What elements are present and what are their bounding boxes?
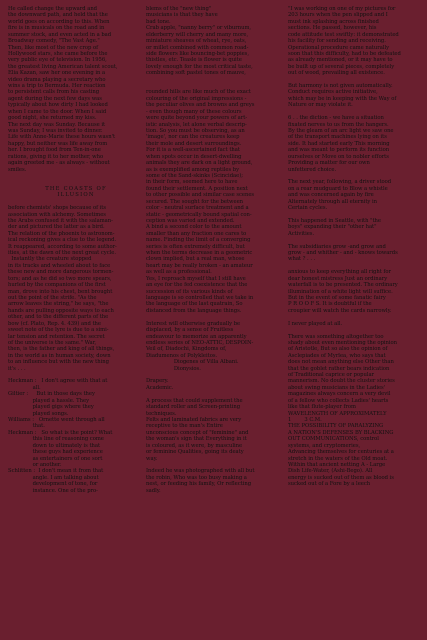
text-line: side. It had started early This morning bbox=[288, 140, 390, 147]
text-line: an eye for the fed coexistence that the bbox=[146, 282, 248, 289]
text-line: way. bbox=[146, 455, 158, 462]
text-line: name. Finding the limit of a converging bbox=[146, 237, 251, 244]
text-column-right bbox=[288, 6, 424, 488]
text-line: her. I brought food from Ten-in-one bbox=[8, 147, 101, 154]
text-line: in its tracks and wheeled about to face bbox=[8, 262, 111, 269]
text-line: in the world as in human society, down bbox=[8, 352, 111, 359]
text-line: of the transport machines lying on its bbox=[288, 134, 387, 141]
text-line: systems, and cryptomeries, bbox=[288, 442, 361, 449]
text-line: Veil of, Diadochi, Kingdoms of, bbox=[146, 346, 227, 353]
text-line: Williams : Ornette went through all bbox=[8, 417, 105, 423]
text-line: anxious to keep everything all right for bbox=[288, 269, 391, 276]
text-line: sucked out of a Fore by a leech bbox=[288, 481, 371, 488]
text-column-middle bbox=[146, 6, 288, 494]
text-line: Hollywood stars, she came before the bbox=[8, 50, 108, 57]
text-line: to persistent calls from his casting bbox=[8, 89, 100, 96]
text-line: waterfall is to be presented. The ordinary bbox=[288, 282, 398, 289]
text-line: Dish Life-Water, (Ashi-Bego). All bbox=[288, 468, 373, 475]
text-line: distanced from the language things. bbox=[146, 307, 242, 314]
text-line: Schlitten : I don't mean it from that bbox=[8, 468, 104, 475]
text-line: magazines always concern a very devil bbox=[288, 391, 391, 398]
text-line: unconscious concept of "feminine" and bbox=[146, 429, 249, 436]
text-line: P R O O F S. It is doubtful if the bbox=[288, 301, 372, 308]
text-line: like that flute-player from bbox=[288, 404, 356, 411]
text-line: very public eye of television. In 1956, bbox=[8, 57, 107, 64]
text-line: association with alchemy. Sometimes bbox=[8, 211, 106, 218]
text-line: played gigs where they bbox=[8, 404, 94, 411]
text-line: By the gleam of an arc light we saw one bbox=[288, 128, 394, 135]
text-line: of Aristotle, But so also the opinion of bbox=[288, 346, 388, 353]
text-line: the downward path, and held that the bbox=[8, 12, 108, 19]
text-line: A NATION'S DEFENSES BY BLACKING bbox=[288, 429, 394, 436]
text-line: typically about how dirty I had looked bbox=[8, 102, 108, 109]
text-line: soon that this difficulty, had to be defeated bbox=[288, 50, 401, 57]
text-line: displaced, by a sense of Fruitless bbox=[146, 327, 234, 334]
text-line: agent during the next few days was bbox=[8, 95, 102, 102]
text-line: as already mentioned, or it may have to bbox=[288, 57, 393, 64]
text-line: good night, she returned my kiss. bbox=[8, 115, 97, 122]
text-line: which may be in keeping with the Way of bbox=[288, 95, 397, 102]
text-line: as is exemplified among reptiles by bbox=[146, 166, 240, 173]
text-line: video drama playing a secretary who bbox=[8, 76, 106, 83]
text-line: This happened in Seattle, with "the bbox=[288, 217, 381, 224]
text-line: of Traditional caprice or popular bbox=[288, 372, 375, 379]
text-line: blems of the "new thing" bbox=[146, 6, 212, 12]
text-line: ILLUSION bbox=[57, 192, 95, 199]
text-line: der and pictured the latter as a bird. bbox=[8, 224, 105, 231]
text-line: Heckman : I don't agree with that at bbox=[8, 378, 108, 385]
text-line: Conduct requires active initiative, bbox=[288, 89, 378, 96]
text-line: their mole and desert surroundings. bbox=[146, 140, 242, 147]
text-line: Nature or may violate it. bbox=[288, 102, 353, 109]
text-line: Crab apple, "nanny berry" or viburnum, bbox=[146, 25, 252, 32]
text-line: and was meant to perform its function bbox=[288, 147, 390, 154]
text-line: all. bbox=[8, 384, 41, 391]
text-line: sadly. bbox=[146, 487, 161, 494]
text-line: or another. bbox=[8, 461, 62, 468]
text-line: and was concerned again by fire bbox=[288, 192, 374, 199]
text-line: illumination of a white light will suffice. bbox=[288, 288, 393, 295]
text-line: Heckman : So what is the point? What bbox=[8, 429, 113, 436]
text-line: heart may be really broken - an amateur bbox=[146, 262, 253, 269]
text-line: succession of its various kinds of bbox=[146, 288, 233, 295]
text-line: nest, or feeding his family, Or reflecting bbox=[146, 481, 252, 488]
text-line: was Sunday, I was invited to dinner. bbox=[8, 128, 103, 135]
text-line: OUT COMMUNICATIONS, control bbox=[288, 436, 379, 443]
text-line: as entertainers of one sort bbox=[8, 455, 103, 462]
text-line: down to ultimately is that bbox=[8, 442, 101, 449]
text-line: Diadumenos of Polykleitos. bbox=[146, 352, 218, 359]
text-line: must ink splashing across finished bbox=[288, 18, 379, 25]
text-line: other, and to the different parts of the bbox=[8, 314, 109, 321]
text-line: angle. I am talking about bbox=[8, 474, 99, 481]
text-line: Elia Kazan, saw her one evening in a bbox=[8, 70, 106, 77]
text-line: stretch in the waters of the Old moat. bbox=[288, 455, 388, 462]
text-line: It reappeared, according to some author- bbox=[8, 243, 117, 250]
text-line: sweet note of the lyre is due to a simi- bbox=[8, 327, 109, 334]
text-line: language is so controlled that we take in bbox=[146, 294, 254, 301]
text-line: world goes on according to this. When bbox=[8, 18, 110, 25]
text-line: rounded hills are like much of the exact bbox=[146, 89, 251, 96]
text-line: Operational procedure came naturally bbox=[288, 44, 390, 51]
text-line: when the terms decrease in a geometric bbox=[146, 250, 253, 257]
text-line: I never played at all. bbox=[288, 320, 343, 327]
text-line: again greeted me - as always - without bbox=[8, 160, 110, 167]
text-line: then, is the father and king of all things, bbox=[8, 346, 115, 353]
text-line: Asclepiades of Myrlea, who says that bbox=[288, 352, 386, 359]
text-line: Advancing themselves for centuries at a bbox=[288, 449, 394, 456]
text-line: miniature sheaves of wheat, rye, oats, bbox=[146, 38, 247, 45]
text-line: Indeed he was photographed with all but bbox=[146, 468, 255, 475]
text-line: ities, at the dawn of the next great cycle. bbox=[8, 250, 116, 257]
text-line: clown implied, but a real man, whose bbox=[146, 256, 245, 263]
text-line: "I was working on one of my pictures for bbox=[288, 6, 396, 12]
text-line: man, drove into his chest, bent brought bbox=[8, 288, 113, 295]
text-line: musicians is that they have bbox=[146, 12, 218, 19]
text-line: as well as a professional. bbox=[146, 269, 212, 276]
text-line: elderberry will cherry and many more, bbox=[146, 31, 249, 38]
text-line: There was something altogether too bbox=[288, 333, 384, 340]
text-line: does not mean anything else Other than bbox=[288, 359, 394, 366]
text-line: tion. So you must be observing, as an bbox=[146, 128, 245, 135]
text-line: out the point of the strife. "As the bbox=[8, 294, 97, 301]
text-line: standard roller and Screen-printing bbox=[146, 404, 241, 411]
text-column-left bbox=[8, 6, 144, 494]
text-line: side flowers like bouncing-bet poppies, bbox=[146, 50, 249, 57]
text-line: Yes, I reproach myself that I still have bbox=[146, 275, 246, 282]
text-line: ception was varied and extended. bbox=[146, 217, 235, 224]
text-line: Dionysios. bbox=[146, 365, 201, 372]
text-line: ourselves or Move on to nobler efforts bbox=[288, 153, 389, 160]
text-line: istic analysis, let alone verbal descrip- bbox=[146, 121, 247, 128]
text-line: some of the Sand-skinks (Scincidae); bbox=[146, 172, 243, 179]
text-line: 'image', nor can the creatures keep bbox=[146, 134, 240, 141]
text-line: on a rear mudguard to Blow a whistle bbox=[288, 185, 388, 192]
text-line: sections. He passed, however, his bbox=[288, 25, 377, 32]
text-line: lovely enough for the most critical taste, bbox=[146, 63, 253, 70]
text-line: Providing a matter for our own bbox=[288, 160, 370, 167]
text-line: Activities. bbox=[288, 230, 315, 237]
text-line: THE POSSIBILITY OF PARALYZING bbox=[288, 423, 384, 430]
text-line: the Arabs confused it with the salaman- bbox=[8, 217, 113, 224]
text-line: played songs. bbox=[8, 410, 69, 417]
text-line: of the universe is the same." War, bbox=[8, 339, 97, 346]
text-line: The next day was Sunday. Because it bbox=[8, 121, 106, 128]
text-line: the greatest living American talent scout, bbox=[8, 63, 118, 70]
text-line: ical reckoning gives a clue to the legend. bbox=[8, 237, 117, 244]
text-line: lar tension and retention. The secret bbox=[8, 333, 105, 340]
text-line: A process that could supplement the bbox=[146, 397, 243, 404]
text-line: smaller than any fraction one cares to bbox=[146, 230, 247, 237]
text-line: grow - and whither - and - knows towards bbox=[288, 250, 398, 257]
text-line: techniques. bbox=[146, 410, 177, 417]
text-line: out of wood, prevailing all existence. bbox=[288, 70, 385, 77]
text-line: boys" expanding their "other hat" bbox=[288, 224, 377, 231]
text-line: what ? . . . bbox=[288, 256, 316, 263]
text-line: that. bbox=[8, 423, 45, 430]
text-line: be built up of several pieces, completely bbox=[288, 63, 395, 70]
text-line: were quite beyond your powers of art- bbox=[146, 115, 248, 122]
text-line: his facility for sending and receiving. bbox=[288, 38, 386, 45]
text-line: shady about even mentioning the opinion bbox=[288, 339, 398, 346]
text-line: summer stock, and even acted in a bad bbox=[8, 31, 112, 38]
text-line: the language of the last quatrain, So bbox=[146, 301, 243, 308]
text-line: Felts and laminated fabrics are very bbox=[146, 417, 242, 423]
text-line: to other possible and similar case scenes bbox=[146, 192, 255, 199]
text-line: mannerism. No doubt the cluster stories bbox=[288, 378, 395, 385]
text-line: when spots occur in desert-dwelling bbox=[146, 153, 242, 160]
text-line: these guys had experience bbox=[8, 449, 103, 456]
text-line: to an influence but with the new thing bbox=[8, 359, 109, 366]
text-line: before chemists' shops because of its bbox=[8, 205, 107, 212]
text-line: 1 3 C.M. bbox=[288, 417, 322, 423]
text-line: endeavour to memorize an apparently bbox=[146, 333, 247, 340]
text-line: But in the event of some fanatic fairy bbox=[288, 294, 386, 301]
text-line: Alternately through all eternity in bbox=[288, 198, 377, 205]
text-line: color - neutral surface treatment and a bbox=[146, 205, 249, 212]
text-line: - even though many of these colours bbox=[146, 108, 242, 115]
text-line: secured. The sought for the between bbox=[146, 198, 244, 205]
text-line: found their settlement. A position next bbox=[146, 185, 248, 192]
text-line: WAVELENGTH OF APPROXIMATELY bbox=[288, 410, 387, 417]
text-line: that the goblet rather bears indication bbox=[288, 365, 390, 372]
text-line: the peculiar olives and browns and greys bbox=[146, 102, 255, 109]
text-line: Life with Anne-Marie these hours wasn't bbox=[8, 134, 116, 141]
text-line: But harmony is not given automatically. bbox=[288, 83, 393, 90]
text-line: or millet combined with common road- bbox=[146, 44, 249, 51]
text-line: For it is a well-ascertained fact that bbox=[146, 147, 240, 154]
text-line: THE COASTS OF bbox=[45, 185, 107, 192]
text-line: the woman's sign that Everything in it bbox=[146, 436, 247, 443]
text-line: about swing musicians in the Ladies' bbox=[288, 384, 386, 391]
text-line: it's . . . bbox=[8, 365, 26, 372]
text-line: Drapery. bbox=[146, 378, 169, 385]
text-line: unfettered choice. bbox=[288, 166, 337, 173]
text-line: colouring of the original impressions - bbox=[146, 95, 247, 102]
text-line: 6 . . the diction - we have a situation bbox=[288, 115, 384, 122]
text-line: Giltier : But in those days they bbox=[8, 391, 95, 398]
text-line: dear honest mistress Just an ordinary bbox=[288, 275, 388, 282]
text-line: energy is sucked out of them as blood is bbox=[288, 474, 394, 481]
text-line: thistles, etc. Teasle is flower is quite bbox=[146, 57, 242, 64]
text-line: Then, like most of the new crop of bbox=[8, 44, 99, 51]
text-line: croupier will watch the cards narrowly. bbox=[288, 307, 392, 314]
text-line: Certain cycles. bbox=[288, 205, 328, 212]
text-line: series is often extremely difficult, but bbox=[146, 243, 245, 250]
text-line: endless series of NEO-ATTIC, DESPOIN- bbox=[146, 339, 254, 346]
text-line: played a hassle. They bbox=[8, 397, 90, 404]
text-line: development of tone, for bbox=[8, 481, 98, 488]
text-line: or feminine Qualities, going its deaty bbox=[146, 449, 244, 456]
text-line: when I came to the door. When I said bbox=[8, 108, 107, 115]
text-line: combining soft pastel tones of mauve, bbox=[146, 70, 246, 77]
text-line: Instantly the creature stopped bbox=[8, 256, 92, 263]
text-line: arrow leaves the string," he says, "the bbox=[8, 301, 109, 308]
text-line: happy, but neither was life away from bbox=[8, 140, 108, 147]
text-line: the robin, Who was too busy making a bbox=[146, 474, 247, 481]
text-line: of a fellow who collects Ladies' hearts bbox=[288, 397, 389, 404]
text-line: A bind a second color to the amount bbox=[146, 224, 242, 231]
text-line: these new and more dangerous tormen- bbox=[8, 269, 114, 276]
text-line: Academic. bbox=[146, 384, 174, 391]
text-line: code attitude test swiftly: it demonstrated bbox=[288, 31, 399, 38]
text-line: this line of reasoning come bbox=[8, 436, 104, 443]
text-line: is coloured, as it were, by masculine bbox=[146, 442, 243, 449]
text-line: fire is in musicals on the road and in bbox=[8, 25, 105, 32]
text-line: fixated nerves to us from the hangers. bbox=[288, 121, 389, 128]
text-line: bad tone. bbox=[146, 18, 171, 25]
text-line: instance. One of the pro- bbox=[8, 487, 98, 494]
text-line: The relation of the phoenix to astronom- bbox=[8, 230, 115, 237]
text-line: Broadway comedy, "The Vast Age." bbox=[8, 38, 100, 45]
text-line: hands are pulling opposite ways to each bbox=[8, 307, 114, 314]
text-line: in their form, seemed here to have bbox=[146, 179, 238, 186]
text-line: The subsidiaries grow -and grow and bbox=[288, 243, 386, 250]
text-line: He called change the upward and bbox=[8, 6, 98, 12]
text-line: tors; and as he did so two more spears, bbox=[8, 275, 112, 282]
text-line: Diogenes of Villa Albani. bbox=[146, 359, 239, 366]
text-line: static - geometrically bound spatial con- bbox=[146, 211, 252, 218]
text-line: receptive to the man's Entire bbox=[146, 423, 223, 430]
text-line: The next year, following, a driver stood bbox=[288, 179, 392, 186]
text-line: 203 hours when the pen slipped and I bbox=[288, 12, 388, 19]
text-line: Interest will otherwise gradually be bbox=[146, 320, 241, 327]
text-line: bow (cf. Plato, Rep. 4. 439) and the bbox=[8, 320, 101, 327]
text-line: rations, giving it to her mother, who bbox=[8, 153, 104, 160]
text-line: smiles. bbox=[8, 166, 27, 173]
text-line: wins a trip to Bermuda. Her reaction bbox=[8, 83, 106, 90]
text-line: Within that ancient netting A - Large bbox=[288, 461, 386, 468]
text-line: animals they are dark on a light ground, bbox=[146, 160, 253, 167]
text-line: hurled by the companions of the first bbox=[8, 282, 106, 289]
